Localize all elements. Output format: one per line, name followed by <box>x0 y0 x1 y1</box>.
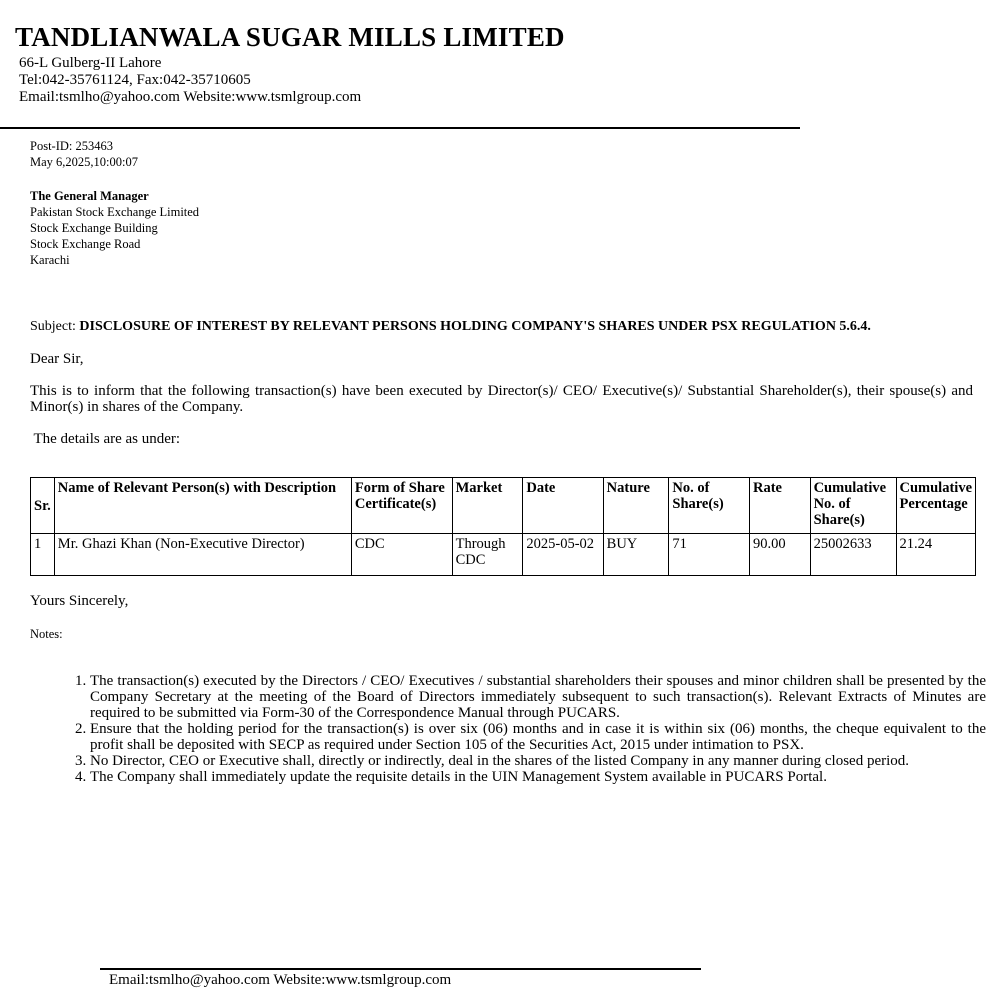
footer-divider <box>100 968 701 970</box>
cell-sr: 1 <box>31 534 55 576</box>
note-item: 2. Ensure that the holding period for the transaction(s) is over six (06) months and in case it is within six (06) months, the cheque equivalent to the profit shall be deposited with SECP as required under Section 105 of the Securities Act, 2015 under intimation to PSX. <box>90 721 986 753</box>
post-datetime: May 6,2025,10:00:07 <box>30 155 138 169</box>
header-market: Market <box>452 478 523 534</box>
note-item: 4. The Company shall immediately update the requisite details in the UIN Management System available in PUCARS Portal. <box>90 769 986 785</box>
header-date: Date <box>523 478 603 534</box>
cell-market: Through CDC <box>452 534 523 576</box>
cell-name: Mr. Ghazi Khan (Non-Executive Director) <box>54 534 351 576</box>
cell-nature: BUY <box>603 534 669 576</box>
header-cumulative-percentage: Cumulative Percentage <box>896 478 976 534</box>
header-divider <box>0 127 800 129</box>
notes-label: Notes: <box>30 627 63 641</box>
subject-line <box>30 319 871 335</box>
cell-form: CDC <box>351 534 452 576</box>
cell-rate: 90.00 <box>749 534 810 576</box>
cell-shares: 71 <box>669 534 750 576</box>
intro-paragraph: This is to inform that the following transaction(s) have been executed by Director(s)/ CEO/ Executive(s)/ Substantial Shareholder(s), their spouse(s) and Minor(s) in shares of the Company. <box>30 383 973 415</box>
salutation: Dear Sir, <box>30 351 84 367</box>
header-form: Form of Share Certificate(s) <box>351 478 452 534</box>
header-rate: Rate <box>749 478 810 534</box>
company-name: TANDLIANWALA SUGAR MILLS LIMITED <box>15 22 565 52</box>
recipient-line: Stock Exchange Road <box>30 237 141 251</box>
details-intro: The details are as under: <box>30 431 181 447</box>
cell-cumulative-shares: 25002633 <box>810 534 896 576</box>
subject-label: Subject: <box>30 319 80 334</box>
recipient-line: Pakistan Stock Exchange Limited <box>30 205 200 219</box>
cell-date: 2025-05-02 <box>523 534 603 576</box>
table-row <box>31 534 976 576</box>
cell-cumulative-percentage: 21.24 <box>896 534 976 576</box>
footer-email-website: Email:tsmlho@yahoo.com Website:www.tsmlgroup.com <box>109 972 452 988</box>
header-cumulative-shares: Cumulative No. of Share(s) <box>810 478 896 534</box>
recipient-line: Stock Exchange Building <box>30 221 158 235</box>
recipient-line: Karachi <box>30 253 70 267</box>
subject-text: DISCLOSURE OF INTEREST BY RELEVANT PERSONS HOLDING COMPANY'S SHARES UNDER PSX REGULATION 5.6.4. <box>79 319 871 334</box>
header-nature: Nature <box>603 478 669 534</box>
company-address: 66-L Gulberg-II Lahore <box>19 55 162 71</box>
company-email-website: Email:tsmlho@yahoo.com Website:www.tsmlgroup.com <box>19 89 362 105</box>
table-header-row <box>31 478 976 534</box>
header-name: Name of Relevant Person(s) with Description <box>54 478 351 534</box>
header-sr: Sr. <box>31 478 55 534</box>
company-phone-fax: Tel:042-35761124, Fax:042-35710605 <box>19 72 251 88</box>
post-id: Post-ID: 253463 <box>30 139 113 153</box>
notes-list <box>30 673 986 785</box>
note-item: 1. The transaction(s) executed by the Directors / CEO/ Executives / substantial shareholders their spouses and minor children shall be presented by the Company Secretary at the meeting of the Board of Directors immediately subsequent to such transaction(s). Relevant Extracts of Minutes are required to be submitted via Form-30 of the Correspondence Manual through PUCARS. <box>90 673 986 721</box>
note-item: 3. No Director, CEO or Executive shall, directly or indirectly, deal in the shares of the listed Company in any manner during closed period. <box>90 753 986 769</box>
closing: Yours Sincerely, <box>30 593 129 609</box>
header-shares: No. of Share(s) <box>669 478 750 534</box>
transaction-table <box>30 477 976 576</box>
recipient-title: The General Manager <box>30 189 149 203</box>
